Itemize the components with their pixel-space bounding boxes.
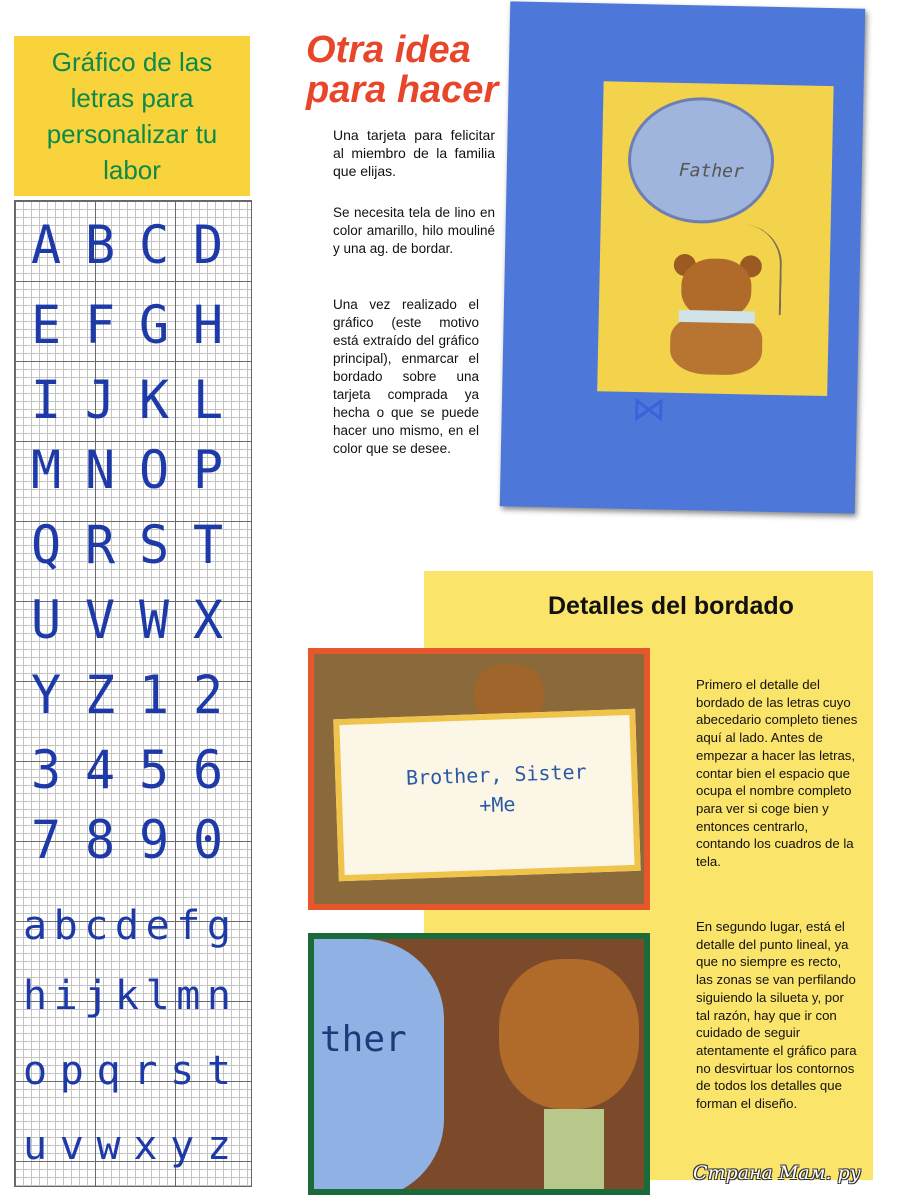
- alphabet-glyph: N: [84, 439, 116, 501]
- greeting-card-photo: [500, 1, 865, 513]
- bear-closeup: [499, 959, 639, 1109]
- otra-title-line2: para hacer: [306, 69, 499, 111]
- alphabet-row: [22, 295, 232, 355]
- alphabet-glyph: h: [22, 973, 48, 1019]
- alphabet-glyph: n: [206, 973, 231, 1019]
- alphabet-glyph: d: [114, 903, 140, 949]
- detalles-paragraph-1: Primero el detalle del bordado de las letras cuyo abecedario completo tienes aquí al lado. Antes de empezar a hacer las letras, contar bien el espacio que ocupa el nombre completo para ver si coge bien y entonces centrarlo, contando los cuadros de la tela.: [696, 677, 858, 870]
- embroidery-detail-photo-2: [308, 933, 650, 1195]
- embroidered-banner: [333, 709, 640, 881]
- scarf-closeup: [544, 1109, 604, 1189]
- alphabet-glyph: u: [22, 1123, 48, 1169]
- alphabet-glyph: Q: [30, 514, 62, 576]
- alphabet-glyph: O: [138, 439, 170, 501]
- otra-title-line1: Otra idea: [306, 29, 471, 71]
- alphabet-glyph: V: [84, 589, 116, 651]
- alphabet-glyph: M: [30, 439, 62, 501]
- alphabet-glyph: p: [59, 1048, 84, 1094]
- otra-paragraph-3: Una vez realizado el gráfico (este motivo está extraído del gráfico principal), enmarcar el bordado sobre una tarjeta comprada ya hecha o que se puede hacer uno mismo, en el color que se desee.: [333, 297, 479, 456]
- alphabet-row: [22, 970, 232, 1022]
- alphabet-row: [22, 740, 232, 800]
- alphabet-row: [22, 215, 232, 275]
- detalles-paragraph-2: En segundo lugar, está el detalle del punto lineal, ya que no siempre es recto, las zonas se van perfilando siguiendo la silueta y, por tal razón, hay que ir con cuidado de seguir atentamente el gráfico para no desvirtuar los contornos de todos los detalles que forman el diseño.: [696, 919, 857, 1112]
- alphabet-glyph: w: [96, 1123, 121, 1169]
- alphabet-row: [22, 900, 232, 952]
- teddy-bear: [667, 258, 769, 380]
- alphabet-glyph: z: [206, 1123, 232, 1169]
- card-yellow-panel: [597, 81, 833, 396]
- alphabet-glyph: B: [84, 214, 116, 276]
- alphabet-glyph: o: [22, 1048, 48, 1094]
- alphabet-row: [22, 515, 232, 575]
- alphabet-glyph: F: [84, 294, 116, 356]
- alphabet-glyph: D: [192, 214, 224, 276]
- alphabet-row: [22, 1045, 232, 1097]
- otra-paragraph-1: Una tarjeta para felicitar al miembro de la familia que elijas.: [333, 127, 495, 179]
- alphabet-glyph: 4: [84, 739, 116, 801]
- alphabet-glyph: Y: [30, 664, 62, 726]
- alphabet-glyph: U: [30, 589, 62, 651]
- alphabet-glyph: m: [176, 973, 201, 1019]
- banner-line1: Brother, Sister: [405, 759, 587, 790]
- alphabet-glyph: t: [206, 1048, 232, 1094]
- otra-idea-title: [306, 30, 498, 110]
- alphabet-glyph: G: [138, 294, 170, 356]
- alphabet-glyph: J: [84, 369, 116, 431]
- alphabet-glyph: 0: [192, 809, 224, 871]
- alphabet-glyph: c: [84, 903, 109, 949]
- alphabet-row: [22, 1120, 232, 1172]
- alphabet-row: [22, 665, 232, 725]
- alphabet-glyph: K: [138, 369, 170, 431]
- alphabet-glyph: H: [192, 294, 224, 356]
- banner-line2: +Me: [478, 792, 516, 818]
- alphabet-glyph: s: [170, 1048, 195, 1094]
- otra-paragraph-2: Se necesita tela de lino en color amarillo, hilo mouliné y una ag. de bordar.: [333, 205, 495, 256]
- alphabet-glyph: I: [30, 369, 62, 431]
- bear-scarf: [679, 310, 755, 324]
- alphabet-glyph: 5: [138, 739, 170, 801]
- alphabet-glyph: 2: [192, 664, 224, 726]
- alphabet-glyph: R: [84, 514, 116, 576]
- alphabet-glyph: 8: [84, 809, 116, 871]
- alphabet-row: [22, 590, 232, 650]
- alphabet-glyph: P: [192, 439, 224, 501]
- alphabet-glyph: x: [133, 1123, 158, 1169]
- alphabet-glyph: C: [138, 214, 170, 276]
- alphabet-row: [22, 440, 232, 500]
- alphabet-glyph: T: [192, 514, 224, 576]
- detalles-title: Detalles del bordado: [548, 592, 794, 620]
- alphabet-row: [22, 370, 232, 430]
- alphabet-glyph: 7: [30, 809, 62, 871]
- alphabet-glyph: A: [30, 214, 62, 276]
- alphabet-glyph: S: [138, 514, 170, 576]
- alphabet-glyph: y: [170, 1123, 195, 1169]
- alphabet-glyph: 6: [192, 739, 224, 801]
- balloon: [627, 96, 776, 225]
- alphabet-row: [22, 810, 232, 870]
- alphabet-glyph: g: [206, 903, 231, 949]
- ribbon-bow-icon: ⋈: [631, 389, 667, 429]
- chart-title: Gráfico de las letras para personalizar tu labor: [46, 47, 218, 185]
- alphabet-glyph: q: [96, 1048, 121, 1094]
- balloon-text: Father: [678, 159, 745, 183]
- chart-title-box: [14, 36, 250, 196]
- alphabet-glyph: 1: [138, 664, 170, 726]
- balloon-closeup: [314, 939, 444, 1195]
- alphabet-glyph: i: [53, 973, 78, 1019]
- alphabet-glyph: 9: [138, 809, 170, 871]
- site-watermark: Страна Мам. ру: [693, 1162, 861, 1184]
- alphabet-glyph: k: [114, 973, 140, 1019]
- alphabet-glyph: E: [30, 294, 62, 356]
- alphabet-glyph: r: [133, 1048, 158, 1094]
- banner-text: [381, 756, 613, 824]
- alphabet-glyph: L: [192, 369, 224, 431]
- closeup-text: ther: [320, 1019, 407, 1060]
- alphabet-glyph: j: [84, 973, 109, 1019]
- alphabet-glyph: 3: [30, 739, 62, 801]
- alphabet-glyph: X: [192, 589, 224, 651]
- alphabet-glyph: a: [22, 903, 48, 949]
- alphabet-glyph: b: [53, 903, 78, 949]
- alphabet-glyph: l: [145, 973, 170, 1019]
- embroidery-detail-photo-1: [308, 648, 650, 910]
- alphabet-glyph: W: [138, 589, 170, 651]
- alphabet-glyph: e: [145, 903, 170, 949]
- alphabet-glyph: v: [59, 1123, 84, 1169]
- alphabet-glyph: Z: [84, 664, 116, 726]
- alphabet-glyph: f: [176, 903, 201, 949]
